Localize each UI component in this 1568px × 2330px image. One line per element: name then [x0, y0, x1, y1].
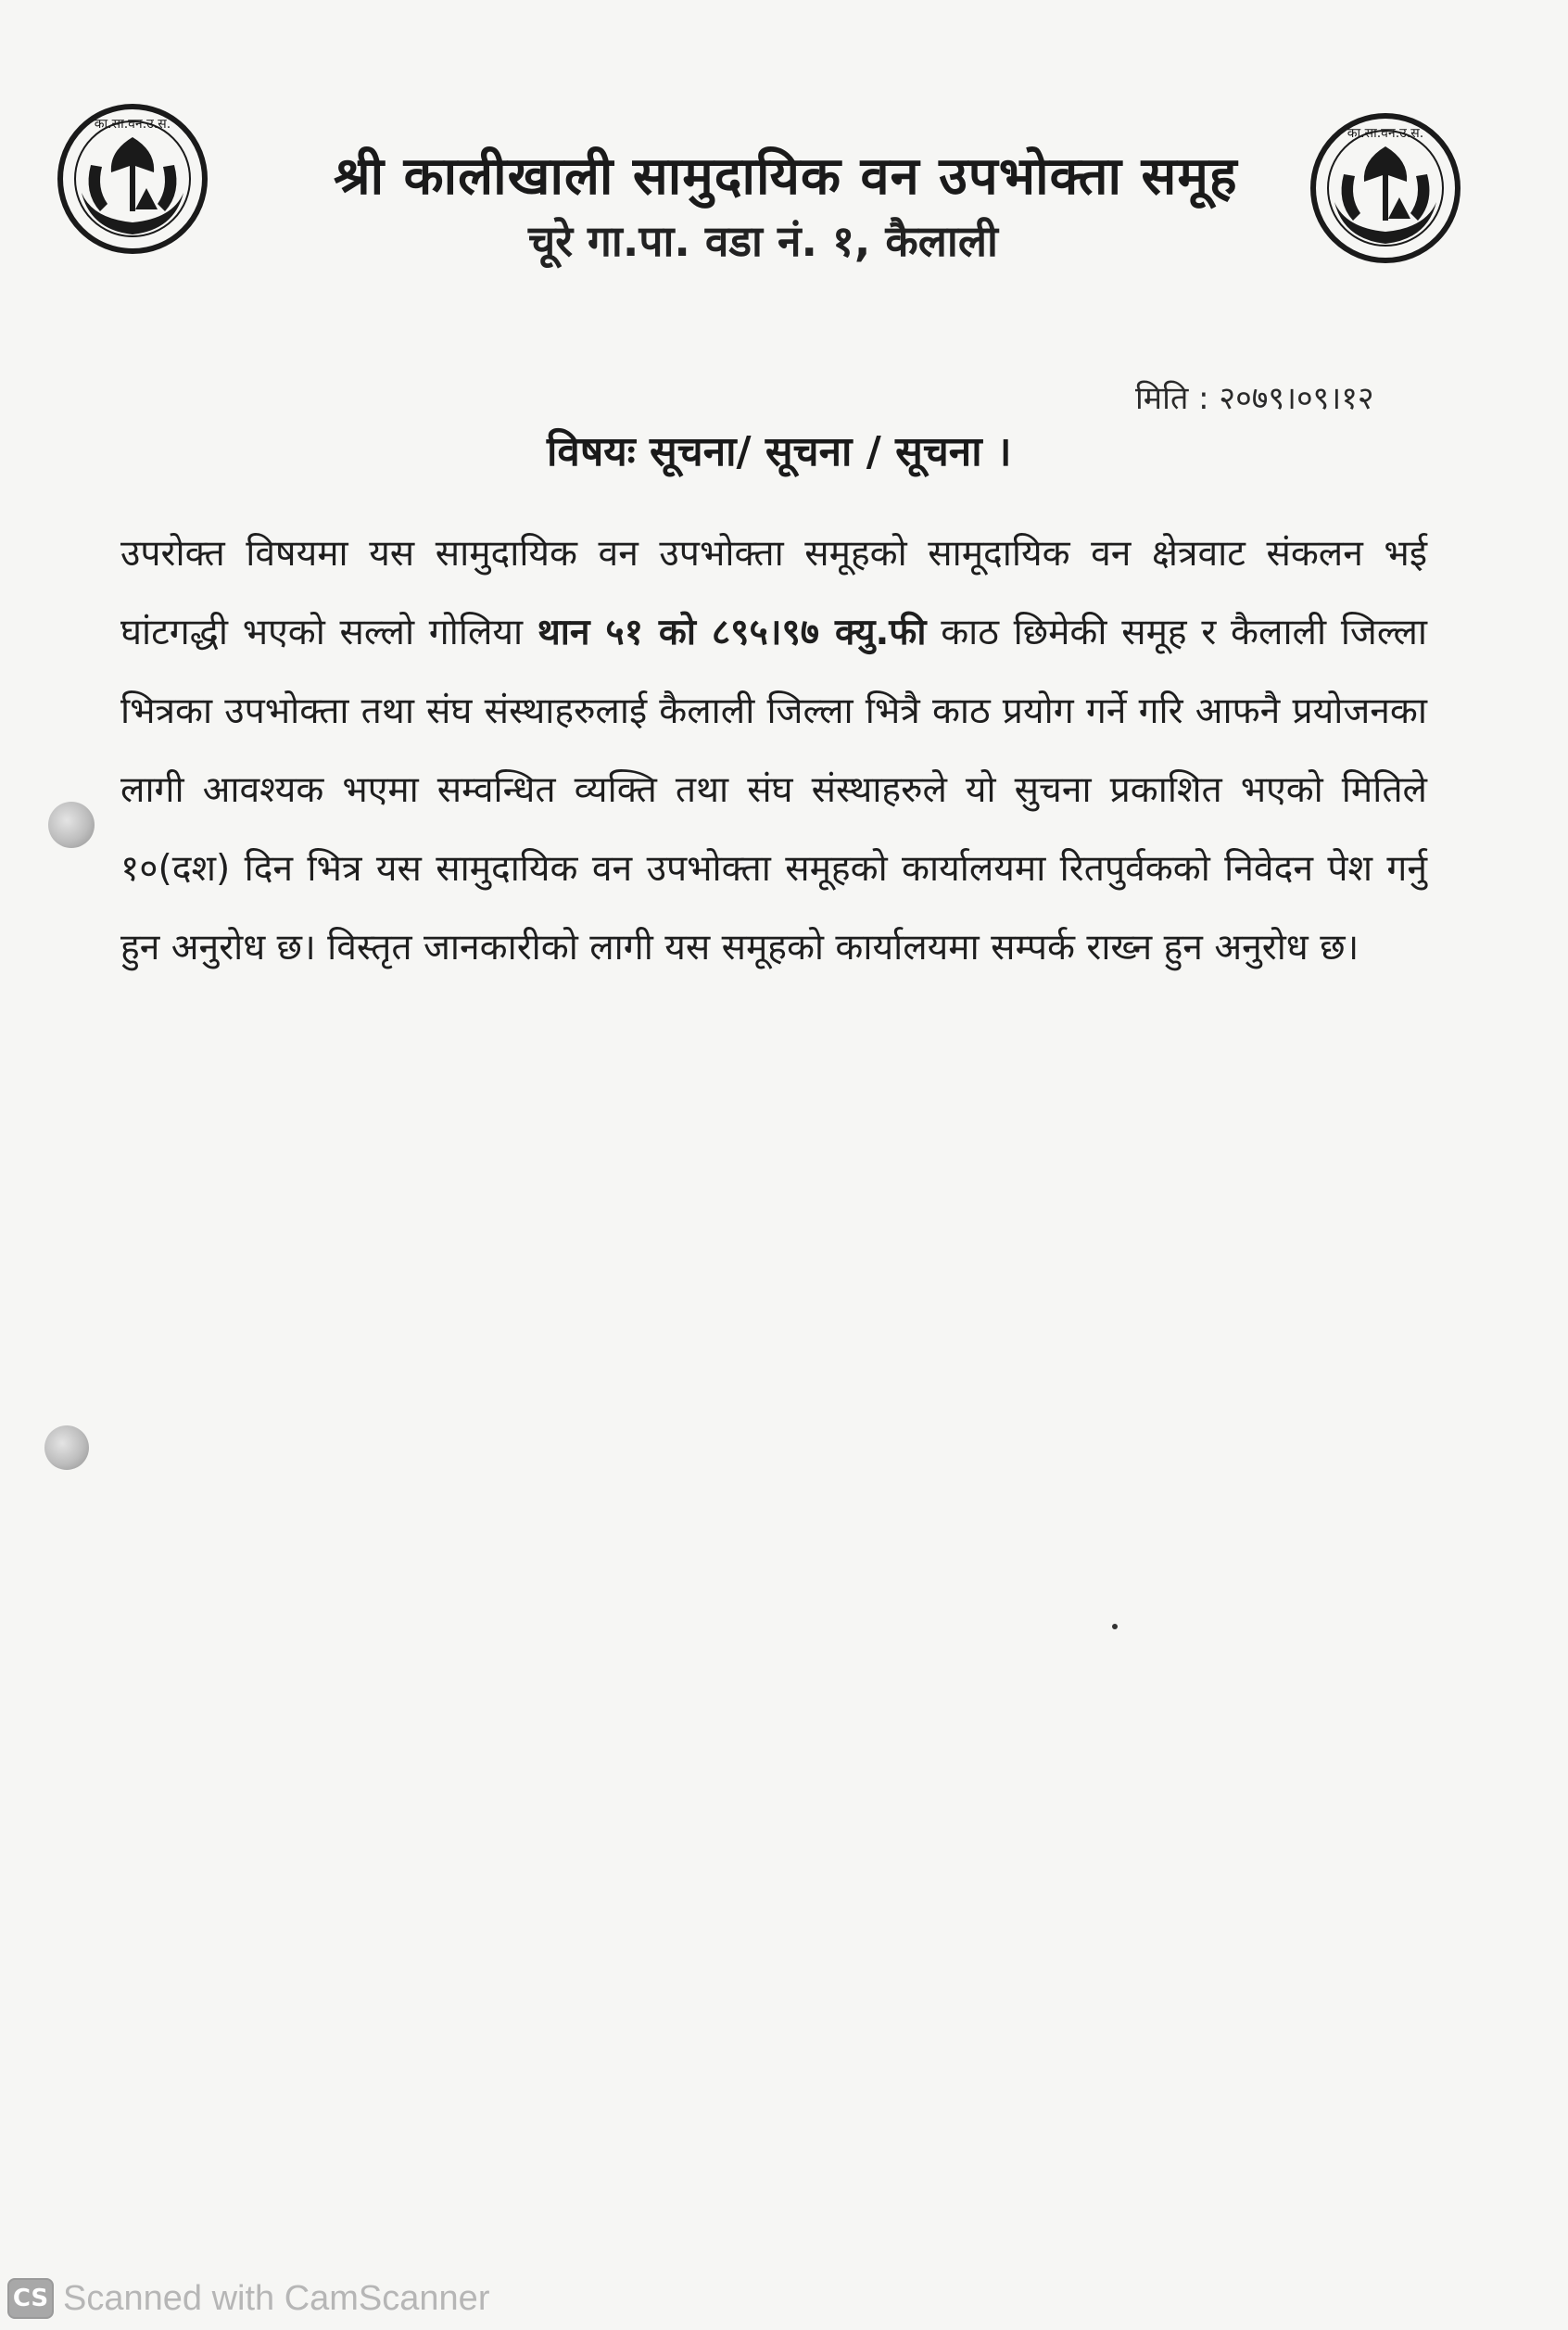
svg-text:का.सा.वन.उ.स.: का.सा.वन.उ.स. [94, 117, 171, 132]
notice-date: मिति : २०७९।०९।१२ [1135, 380, 1374, 417]
forest-group-logo-right [1307, 109, 1464, 267]
organization-address: चूरे गा.पा. वडा नं. १, कैलाली [528, 216, 998, 266]
scanner-watermark [7, 2275, 489, 2322]
watermark-text: Scanned with CamScanner [63, 2278, 490, 2318]
punch-hole [44, 1425, 89, 1470]
timber-quantity: थान ५१ को ८९५।९७ क्यु.फी [537, 612, 927, 653]
notice-subject: विषयः सूचना/ सूचना / सूचना । [547, 428, 1012, 475]
forest-group-logo-left [54, 100, 211, 258]
camscanner-icon: CS [7, 2278, 54, 2319]
notice-body [120, 514, 1427, 987]
ink-speck [1112, 1624, 1118, 1629]
organization-name: श्री कालीखाली सामुदायिक वन उपभोक्ता समूह [334, 146, 1238, 207]
svg-text:का.सा.वन.उ.स.: का.सा.वन.उ.स. [1347, 126, 1424, 141]
notice-body-part-1: उपरोक्त विषयमा यस सामुदायिक वन उपभोक्ता समूहको सामूदायिक वन क्षेत्रवाट संकलन भई घांटगद्धी भएको सल्लो गोलिया [120, 533, 1427, 653]
notice-body-part-2: काठ छिमेकी समूह र कैलाली जिल्ला भित्रका उपभोक्ता तथा संघ संस्थाहरुलाई कैलाली जिल्ला भित्रै काठ प्रयोग गर्ने गरि आफनै प्रयोजनका लागी आवश्यक भएमा सम्वन्धित व्यक्ति तथा संघ संस्थाहरुले यो सुचना प्रकाशित भएको मितिले १०(दश) दिन भित्र यस सामुदायिक वन उपभोक्ता समूहको कार्यालयमा रितपुर्वकको निवेदन पेश गर्नु हुन अनुरोध छ। विस्तृत जानकारीको लागी यस समूहको कार्यालयमा सम्पर्क राख्न हुन अनुरोध छ। [120, 612, 1427, 969]
punch-hole [48, 802, 95, 848]
